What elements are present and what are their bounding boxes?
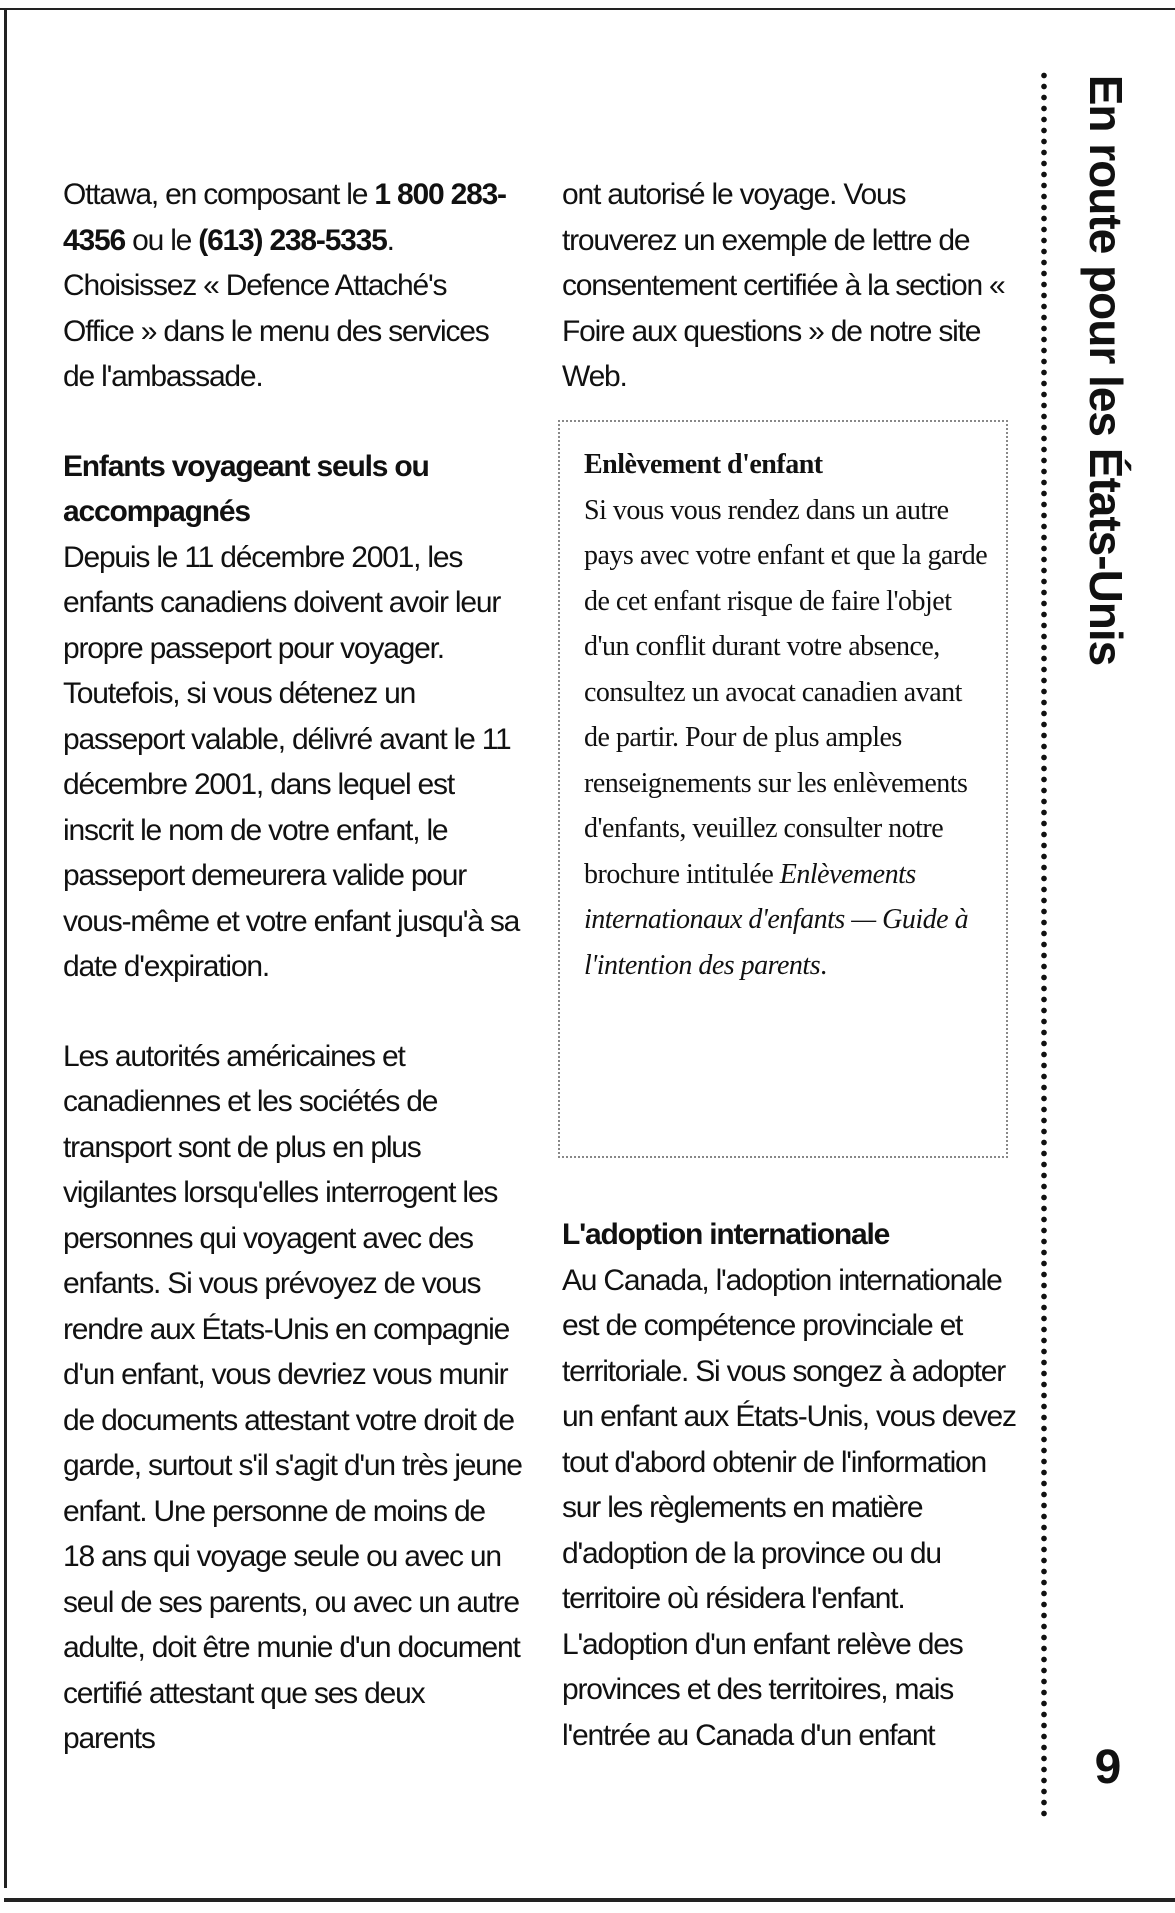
paragraph-gap: [63, 400, 523, 444]
phone-number-tollfree: 1 800 283-4356: [63, 178, 506, 257]
column-right-top: [562, 172, 1022, 400]
heading-children-travel: Enfants voyageant seuls ou accompagnés: [63, 449, 429, 528]
phone-number-ottawa: (613) 238-5335: [198, 223, 387, 257]
paragraph-adoption: Au Canada, l'adoption internationale est de compétence provinciale et territoriale. Si vous songez à adopter un enfant aux États-Unis, vous devez tout d'abord obtenir de l'information sur les règlements en matière d'adoption de la province ou du territoire où résidera l'enfant. L'adoption d'un enfant relève des provinces et des territoires, mais l'entrée au Canada d'un enfant: [562, 1263, 1016, 1752]
sidebar-title: Enlèvement d'enfant: [584, 449, 823, 480]
heading-international-adoption: L'adoption internationale: [562, 1218, 890, 1251]
left-border-line: [4, 8, 7, 1888]
sidebar-child-abduction: [558, 420, 1008, 1158]
sidebar-text: Si vous vous rendez dans un autre pays avec votre enfant et que la garde de cet enfant risque de faire l'objet d'un conflit durant votre absence, consultez un avocat canadien avant de partir. Pour de plus amples renseignements sur les enlèvements d'enfants, veuillez consulter notre brochure intitulée: [584, 494, 988, 890]
text-fragment: ou le: [124, 223, 199, 257]
page-number: 9: [1094, 1741, 1122, 1794]
brochure-title: Enlèvements internationaux d'enfants — Guide à l'intention des parents: [584, 858, 969, 981]
section-title: En route pour les États-Unis: [1080, 74, 1132, 666]
paragraph-authorities: Les autorités américaines et canadiennes et les sociétés de transport sont de plus en plus vigilantes lorsqu'elles interrogent les personnes qui voyagent avec des enfants. Si vous prévoyez de vous rendre aux États-Unis en compagnie d'un enfant, vous devriez vous munir de documents attestant votre droit de garde, surtout s'il s'agit d'un très jeune enfant. Une personne de moins de 18 ans qui voyage seule ou avec un seul de ses parents, ou avec un autre adulte, doit être munie d'un document certifié attestant que ses deux parents: [63, 1039, 522, 1755]
sidebar-text-end: .: [820, 949, 827, 981]
paragraph-gap: [63, 990, 523, 1034]
sidebar-body: [584, 488, 988, 989]
paragraph-consent-letter: ont autorisé le voyage. Vous trouverez un exemple de lettre de consentement certifiée à la section « Foire aux questions » de notre site Web.: [562, 178, 1005, 393]
top-border-line: [0, 8, 1175, 10]
text-fragment: Ottawa, en composant le: [63, 178, 375, 211]
column-right-bottom: [562, 1212, 1022, 1758]
column-left: [63, 172, 523, 1762]
bottom-border-line: [4, 1898, 1175, 1902]
paragraph-embassy-contact: [63, 172, 523, 400]
paragraph-children-passport: Depuis le 11 décembre 2001, les enfants canadiens doivent avoir leur propre passeport pour voyager. Toutefois, si vous détenez un passeport valable, délivré avant le 11 décembre 2001, dans lequel est inscrit le nom de votre enfant, le passeport demeurera valide pour vous-même et votre enfant jusqu'à sa date d'expiration.: [63, 540, 520, 983]
dotted-divider: [1039, 70, 1049, 1818]
text-fragment: . Choisissez « Defence Attaché's Office » dans le menu des services de l'ambassade.: [63, 223, 489, 393]
